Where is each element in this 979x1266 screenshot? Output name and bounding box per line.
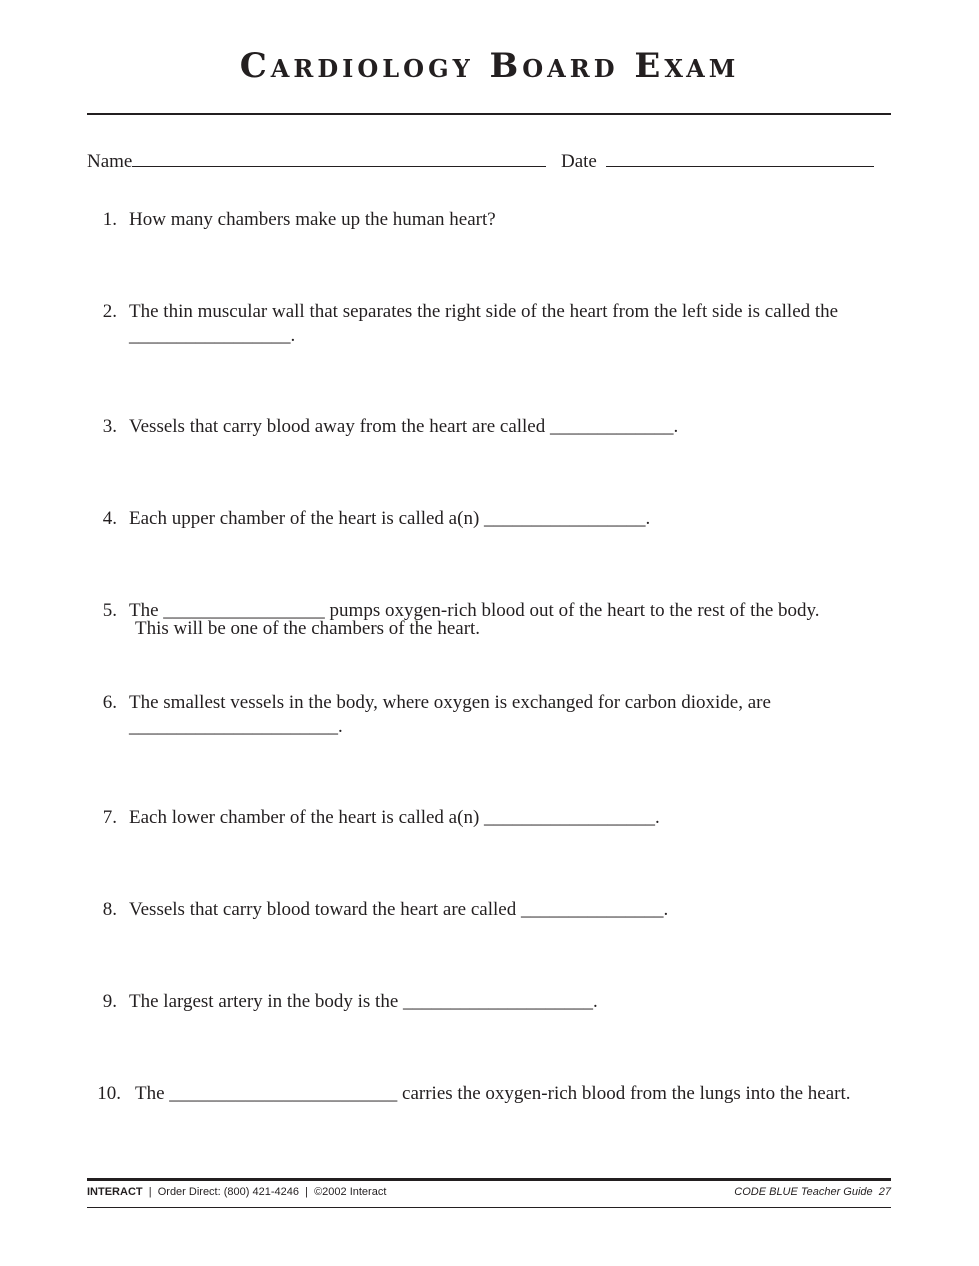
footer-publisher — [87, 1186, 386, 1198]
page-title: Cardiology Board Exam — [239, 46, 740, 86]
question-number: 4. — [102, 508, 117, 529]
question-text: The _________________ pumps oxygen-rich blood out of the heart to the rest of the body. — [129, 600, 820, 621]
date-label: Date — [561, 151, 597, 172]
question-number: 1. — [102, 209, 117, 230]
question-number: 6. — [102, 692, 117, 713]
answer-blank[interactable]: ______________________. — [129, 716, 343, 737]
footer-separator: | — [305, 1186, 308, 1198]
question-number: 7. — [102, 807, 117, 828]
question-number: 10. — [97, 1083, 121, 1104]
footer-copyright: ©2002 Interact — [314, 1186, 387, 1198]
name-field — [87, 150, 546, 173]
name-blank[interactable] — [132, 150, 546, 167]
footer-order: Order Direct: (800) 421-4246 — [157, 1186, 299, 1198]
question-text: The smallest vessels in the body, where oxygen is exchanged for carbon dioxide, are — [129, 692, 771, 713]
question-text: The ________________________ carries the oxygen-rich blood from the lungs into the heart. — [135, 1083, 851, 1104]
question-number: 8. — [102, 899, 117, 920]
question-text: Vessels that carry blood toward the heart are called _______________. — [129, 899, 669, 920]
title-divider — [87, 113, 891, 115]
question-note: This will be one of the chambers of the heart. — [135, 618, 481, 639]
date-field — [561, 150, 874, 173]
question-number: 5. — [102, 600, 117, 621]
question-text: Each upper chamber of the heart is called a(n) _________________. — [129, 508, 651, 529]
footer-separator: | — [148, 1186, 152, 1198]
footer-brand: INTERACT — [87, 1186, 143, 1198]
question-text: The thin muscular wall that separates the right side of the heart from the left side is called the — [129, 301, 839, 322]
answer-blank[interactable]: _________________. — [129, 325, 296, 346]
footer-guide: CODE BLUE Teacher Guide 27 — [734, 1186, 891, 1198]
footer-divider-top — [87, 1178, 891, 1181]
question-number: 9. — [102, 991, 117, 1012]
question-number: 3. — [102, 416, 117, 437]
date-blank[interactable] — [606, 150, 874, 167]
question-number: 2. — [102, 301, 117, 322]
question-text: The largest artery in the body is the ____________________. — [129, 991, 598, 1012]
footer-divider-bottom — [87, 1207, 891, 1208]
question-text: How many chambers make up the human heart? — [129, 209, 496, 230]
question-text: Vessels that carry blood away from the heart are called _____________. — [129, 416, 679, 437]
name-label: Name — [87, 151, 133, 172]
question-text: Each lower chamber of the heart is called a(n) __________________. — [129, 807, 660, 828]
